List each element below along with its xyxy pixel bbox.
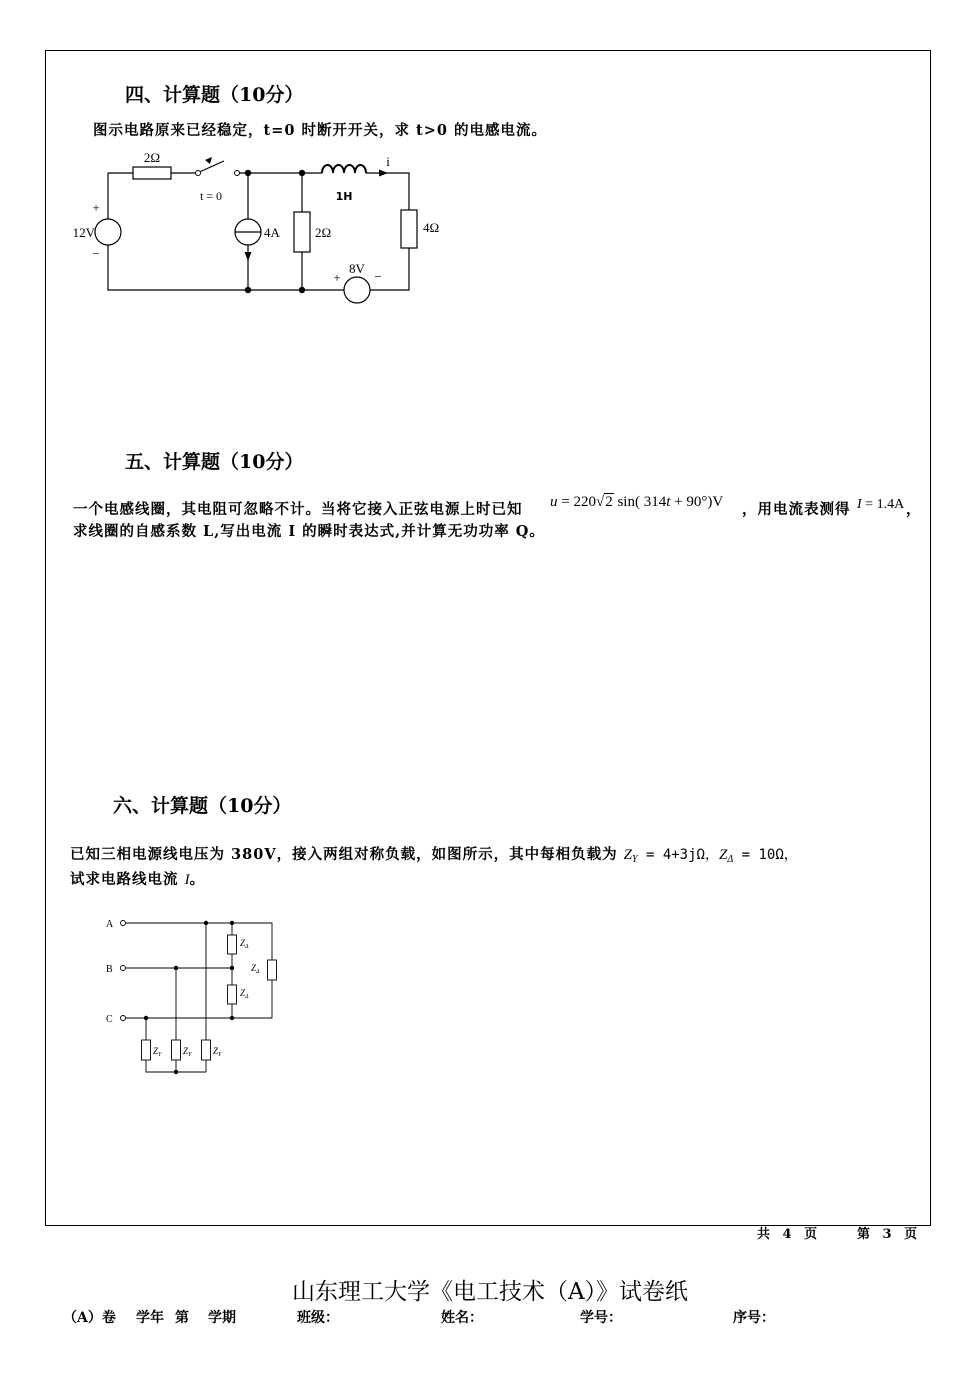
label-12v-plus: + xyxy=(92,200,100,215)
current-value: = 1.4A xyxy=(861,497,905,512)
label-r-shunt: 2Ω xyxy=(315,225,332,240)
switch xyxy=(196,157,240,176)
q6-three-phase-diagram xyxy=(95,905,290,1085)
q6-heading: 六、计算题（10分） xyxy=(113,795,292,817)
z-star-value: = 4+3jΩ， xyxy=(637,847,719,863)
voltage-t: t xyxy=(666,494,671,510)
label-r-series: 2Ω xyxy=(143,150,161,165)
info-class: 班级： xyxy=(297,1310,339,1326)
q4-prompt: 图示电路原来已经稳定，t=0 时断开开关，求 t>0 的电感电流。 xyxy=(93,122,548,139)
info-seq: 序号： xyxy=(733,1310,775,1326)
terminal-circles xyxy=(121,921,126,1021)
info-paper: （A）卷 xyxy=(63,1310,116,1326)
star-load-label-b: $Z_Y$ xyxy=(183,1046,192,1058)
q6-line1-prefix: 已知三相电源线电压为 380V，接入两组对称负载，如图所示，其中每相负载为 xyxy=(70,846,624,863)
q4-circuit-diagram xyxy=(60,145,460,310)
label-switch: t = 0 xyxy=(199,189,223,203)
z-delta-symbol: Z xyxy=(718,847,728,863)
z-delta-value: = 10Ω， xyxy=(733,847,798,863)
q6-line2-var: I xyxy=(184,872,190,888)
q5-heading: 五、计算题（10分） xyxy=(125,451,304,473)
voltage-fn: sin( 314 xyxy=(613,494,667,510)
q5-current-formula xyxy=(857,497,904,513)
voltage-source-8v xyxy=(344,277,370,303)
terminal-label-b: B xyxy=(106,964,113,975)
z-star-symbol: Z xyxy=(623,847,632,863)
q5-line1-mid: ，用电流表测得 xyxy=(742,501,851,518)
label-12v: 12V xyxy=(72,225,95,240)
current-var: I xyxy=(857,497,862,512)
delta-load-label-ca: $Z_\Delta$ xyxy=(251,963,260,975)
sqrt-sign: √ xyxy=(595,494,605,510)
voltage-var: u xyxy=(550,494,558,510)
q5-line1-prefix: 一个电感线圈，其电阻可忽略不计。当将它接入正弦电源上时已知 xyxy=(73,501,523,518)
label-inductor: 1H xyxy=(335,190,353,203)
delta-load-label-bc: $Z_\Delta$ xyxy=(240,988,249,1000)
current-arrow xyxy=(379,170,388,177)
info-ordinal: 第 xyxy=(175,1310,189,1326)
page-total: 共 4 页 xyxy=(757,1227,818,1242)
resistor-shunt xyxy=(294,212,310,252)
info-year: 学年 xyxy=(136,1310,164,1326)
page-number: 第 3 页 xyxy=(857,1227,918,1242)
label-8v-minus: − xyxy=(374,269,382,284)
label-8v-plus: + xyxy=(333,270,341,285)
voltage-rest: + 90°)V xyxy=(670,494,724,510)
terminal-label-a: A xyxy=(106,919,114,930)
label-current-i: i xyxy=(386,154,390,169)
label-12v-minus: − xyxy=(92,246,100,261)
label-r-right: 4Ω xyxy=(423,220,440,235)
inductor xyxy=(322,165,366,173)
info-student-id: 学号： xyxy=(580,1310,622,1326)
label-8v: 8V xyxy=(349,261,365,276)
current-source-4a xyxy=(235,219,261,261)
q6-line1 xyxy=(70,846,798,869)
paper-title: 山东理工大学《电工技术（A）》试卷纸 xyxy=(291,1279,689,1305)
star-load-label-a: $Z_Y$ xyxy=(213,1046,222,1058)
resistor-series xyxy=(133,167,171,179)
q6-line2-prefix: 试求电路线电流 xyxy=(70,871,185,888)
star-load-resistors xyxy=(142,1040,211,1060)
q5-voltage-formula xyxy=(550,494,723,511)
resistor-right xyxy=(401,210,417,248)
q6-line2-end: 。 xyxy=(189,871,206,888)
info-term: 学期 xyxy=(208,1310,236,1326)
star-load-label-c: $Z_Y$ xyxy=(153,1046,162,1058)
terminal-label-c: C xyxy=(106,1014,113,1025)
q6-line2 xyxy=(70,871,205,889)
z-star-sub: Y xyxy=(631,854,638,865)
z-delta-sub: Δ xyxy=(727,854,734,865)
delta-load-label-ab: $Z_\Delta$ xyxy=(240,938,249,950)
q5-line1-end: ， xyxy=(906,501,922,518)
q4-heading: 四、计算题（10分） xyxy=(125,84,304,106)
q5-line2: 求线圈的自感系数 L,写出电流 I 的瞬时表达式,并计算无功功率 Q。 xyxy=(73,523,545,540)
voltage-eq: = 220 xyxy=(557,494,596,510)
info-name: 姓名： xyxy=(441,1310,483,1326)
label-4a: 4A xyxy=(264,225,280,240)
sqrt-radicand: 2 xyxy=(605,494,613,510)
voltage-source-12v xyxy=(95,219,121,245)
